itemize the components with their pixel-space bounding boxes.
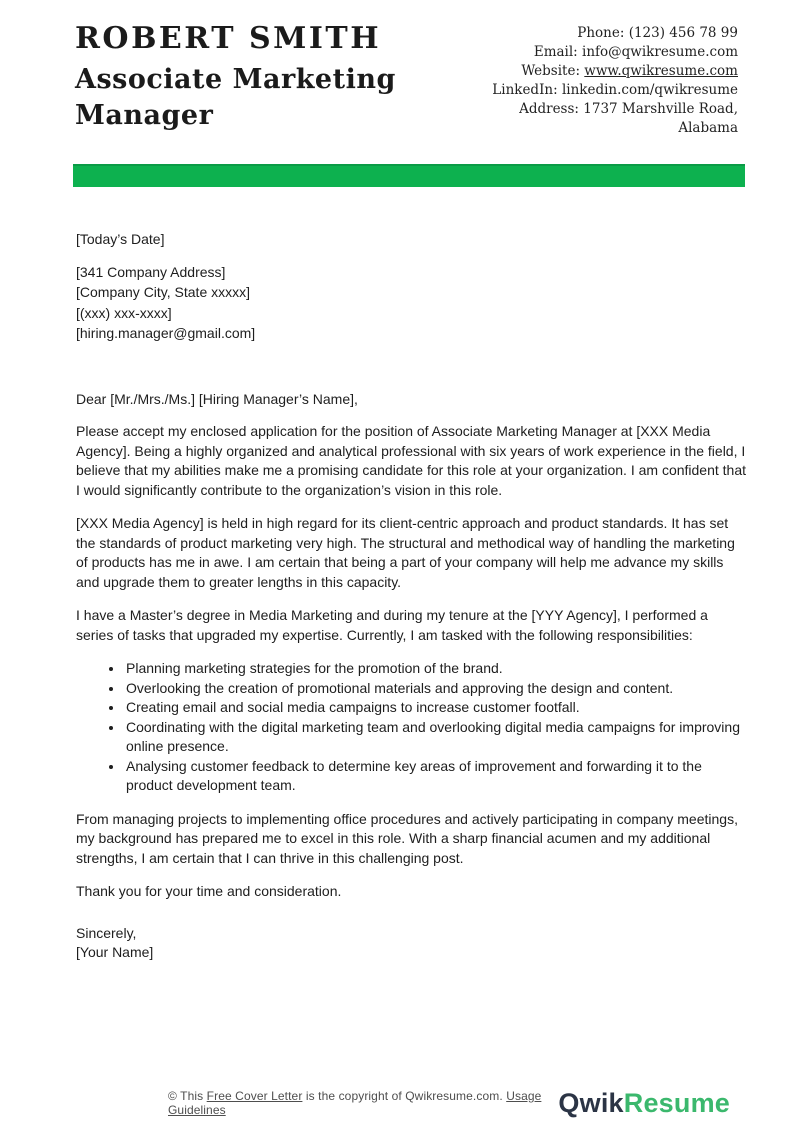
body-paragraphs xyxy=(76,422,746,645)
date-placeholder: [Today’s Date] xyxy=(76,231,165,247)
person-title: Associate Marketing Manager xyxy=(75,64,396,131)
contact-label: Email: xyxy=(533,44,578,60)
contact-value[interactable]: www.qwikresume.com xyxy=(584,63,738,79)
contact-value[interactable]: 1737 Marshville Road, xyxy=(583,101,738,117)
footer xyxy=(168,1083,730,1123)
letter-body xyxy=(76,230,746,963)
closing-paragraph: From managing projects to implementing office procedures and actively participating in company meetings, my background has prepared me to excel in this role. With a sharp financial acumen and my additional strengths, I am certain that I can thrive in this challenging post. xyxy=(76,810,738,866)
contact-label: Phone: xyxy=(577,25,625,41)
responsibilities-list xyxy=(76,659,746,796)
copyright-line xyxy=(168,1089,558,1117)
copyright-prefix: © This xyxy=(168,1089,207,1103)
salutation: Dear [Mr./Mrs./Ms.] [Hiring Manager’s Name], xyxy=(76,390,358,407)
responsibility-item: • Overlooking the creation of promotional materials and approving the design and content. xyxy=(124,679,746,699)
thanks-line: Thank you for your time and consideration. xyxy=(76,883,342,899)
divider-bar xyxy=(73,164,745,187)
recipient-line: [(xxx) xxx-xxxx] xyxy=(76,304,172,321)
recipient-line: [341 Company Address] xyxy=(76,263,226,280)
logo-resume-text: Resume xyxy=(623,1087,730,1118)
recipient-block xyxy=(76,262,746,344)
contact-label: Address: xyxy=(519,101,579,117)
contact-value[interactable]: (123) 456 78 99 xyxy=(628,25,738,41)
responsibility-item: • Creating email and social media campaigns to increase customer footfall. xyxy=(124,698,746,718)
free-cover-letter-link[interactable]: Free Cover Letter xyxy=(206,1089,303,1103)
contact-value[interactable]: info@qwikresume.com xyxy=(582,44,738,60)
identity-block xyxy=(75,22,435,138)
body-paragraph: Please accept my enclosed application for the position of Associate Marketing Manager at [XXX Media Agency]. Being a highly organized and analytical professional with six years of work experience in the field, I believe that my abilities make me a promising candidate for this role at your organization. I am confident that I would significantly contribute to the organization’s vision in this role. xyxy=(76,423,747,498)
copyright-middle: is the copyright of Qwikresume.com. xyxy=(302,1089,507,1103)
contact-line xyxy=(492,100,738,119)
logo-qwik-text: Qwik xyxy=(558,1087,624,1118)
qwikresume-logo[interactable] xyxy=(558,1088,730,1119)
contact-info xyxy=(492,22,738,138)
contact-line xyxy=(492,119,738,138)
body-paragraph: [XXX Media Agency] is held in high regard for its client-centric approach and product standards. It has set the standards of product marketing very high. The structural and methodical way of handling the marketing of products has me in awe. I am certain that being a part of your company will help me advance my skills and upgrade them to greater lengths in this capacity. xyxy=(76,515,735,590)
responsibility-item: • Planning marketing strategies for the promotion of the brand. xyxy=(124,659,746,679)
contact-label: LinkedIn: xyxy=(492,82,558,98)
contact-value[interactable]: linkedin.com/qwikresume xyxy=(561,82,738,98)
signature-placeholder: [Your Name] xyxy=(76,944,154,960)
usage-guidelines-link[interactable]: Usage Guidelines xyxy=(168,1089,542,1117)
header xyxy=(75,22,738,138)
contact-line xyxy=(492,43,738,62)
recipient-line: [Company City, State xxxxx] xyxy=(76,284,251,300)
recipient-line: [hiring.manager@gmail.com] xyxy=(76,325,256,341)
contact-label: Website: xyxy=(521,63,580,79)
contact-line xyxy=(492,62,738,81)
signoff: Sincerely, xyxy=(76,924,137,941)
contact-line xyxy=(492,24,738,43)
responsibility-item: • Coordinating with the digital marketing team and overlooking digital media campaigns for improving online presence. xyxy=(124,718,746,757)
responsibility-item: • Analysing customer feedback to determine key areas of improvement and forwarding it to the product development team. xyxy=(124,757,746,796)
body-paragraph: I have a Master’s degree in Media Marketing and during my tenure at the [YYY Agency], I performed a series of tasks that upgraded my expertise. Currently, I am tasked with the following responsibilities: xyxy=(76,607,708,643)
contact-value[interactable]: Alabama xyxy=(678,120,738,136)
person-name: ROBERT SMITH xyxy=(75,21,382,56)
contact-line xyxy=(492,81,738,100)
